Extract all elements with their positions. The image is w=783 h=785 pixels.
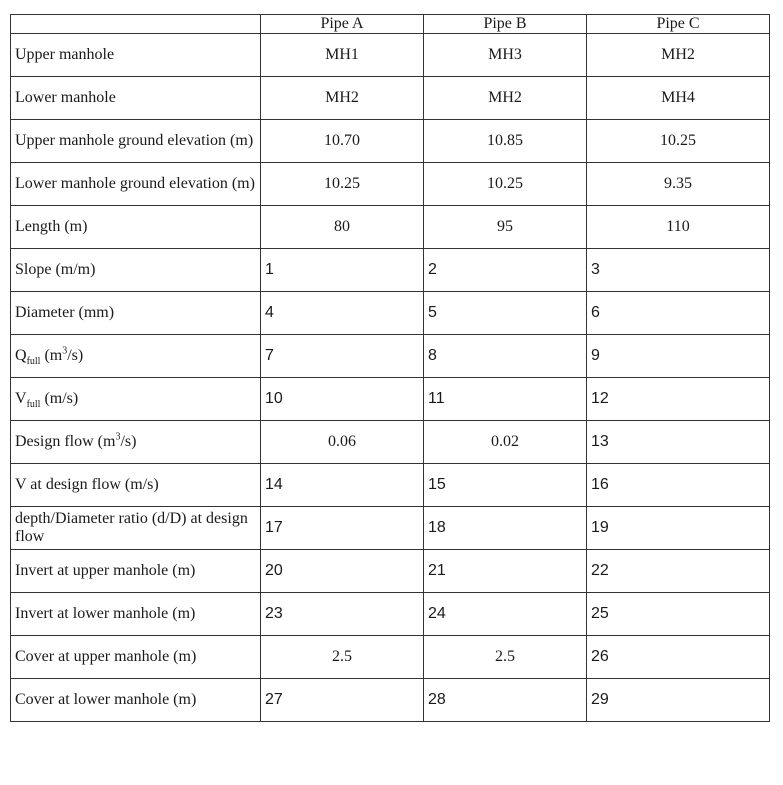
table-row xyxy=(11,249,770,292)
cell-qfull-b: 8 xyxy=(424,335,587,378)
row-label-vfull xyxy=(11,378,261,421)
row-label-slope: Slope (m/m) xyxy=(11,249,261,292)
table-row xyxy=(11,163,770,206)
cell-upper-manhole-b: MH3 xyxy=(424,34,587,77)
design-flow-pre: Design flow (m xyxy=(15,433,116,450)
table-row xyxy=(11,636,770,679)
cell-upper-ground-b: 10.85 xyxy=(424,120,587,163)
row-label-lower-manhole: Lower manhole xyxy=(11,77,261,120)
table-header-row xyxy=(11,15,770,34)
cell-invert-upper-b: 21 xyxy=(424,550,587,593)
table-row xyxy=(11,335,770,378)
cell-length-b: 95 xyxy=(424,206,587,249)
cell-slope-a: 1 xyxy=(261,249,424,292)
cell-invert-lower-b: 24 xyxy=(424,593,587,636)
cell-lower-ground-c: 9.35 xyxy=(587,163,770,206)
table-row xyxy=(11,378,770,421)
header-pipe-b: Pipe B xyxy=(424,15,587,34)
cell-v-design-a: 14 xyxy=(261,464,424,507)
cell-cover-lower-c: 29 xyxy=(587,679,770,722)
cell-design-flow-b: 0.02 xyxy=(424,421,587,464)
cell-lower-manhole-b: MH2 xyxy=(424,77,587,120)
table-row xyxy=(11,77,770,120)
row-label-cover-upper: Cover at upper manhole (m) xyxy=(11,636,261,679)
design-flow-post: /s) xyxy=(120,433,137,450)
cell-length-c: 110 xyxy=(587,206,770,249)
cell-diameter-a: 4 xyxy=(261,292,424,335)
row-label-lower-ground: Lower manhole ground elevation (m) xyxy=(11,163,261,206)
vfull-unit: (m/s) xyxy=(40,390,79,407)
cell-invert-lower-a: 23 xyxy=(261,593,424,636)
row-label-qfull xyxy=(11,335,261,378)
cell-length-a: 80 xyxy=(261,206,424,249)
header-pipe-c: Pipe C xyxy=(587,15,770,34)
table-row xyxy=(11,593,770,636)
row-label-upper-manhole: Upper manhole xyxy=(11,34,261,77)
row-label-upper-ground: Upper manhole ground elevation (m) xyxy=(11,120,261,163)
qfull-unit-pre: (m xyxy=(40,347,63,364)
cell-invert-lower-c: 25 xyxy=(587,593,770,636)
cell-lower-manhole-a: MH2 xyxy=(261,77,424,120)
cell-slope-b: 2 xyxy=(424,249,587,292)
cell-qfull-a: 7 xyxy=(261,335,424,378)
cell-design-flow-a: 0.06 xyxy=(261,421,424,464)
cell-cover-lower-b: 28 xyxy=(424,679,587,722)
pipe-design-table xyxy=(10,14,770,722)
design-flow-sup: 3 xyxy=(115,431,121,443)
vfull-sub: full xyxy=(26,399,41,411)
cell-diameter-c: 6 xyxy=(587,292,770,335)
row-label-v-design: V at design flow (m/s) xyxy=(11,464,261,507)
row-label-cover-lower: Cover at lower manhole (m) xyxy=(11,679,261,722)
table-row xyxy=(11,421,770,464)
cell-vfull-b: 11 xyxy=(424,378,587,421)
cell-diameter-b: 5 xyxy=(424,292,587,335)
table-row xyxy=(11,679,770,722)
cell-v-design-c: 16 xyxy=(587,464,770,507)
cell-cover-upper-c: 26 xyxy=(587,636,770,679)
header-pipe-a: Pipe A xyxy=(261,15,424,34)
qfull-sub: full xyxy=(26,356,41,368)
cell-v-design-b: 15 xyxy=(424,464,587,507)
cell-lower-manhole-c: MH4 xyxy=(587,77,770,120)
row-label-invert-upper: Invert at upper manhole (m) xyxy=(11,550,261,593)
row-label-design-flow xyxy=(11,421,261,464)
table-row xyxy=(11,550,770,593)
cell-upper-manhole-a: MH1 xyxy=(261,34,424,77)
cell-upper-manhole-c: MH2 xyxy=(587,34,770,77)
cell-vfull-a: 10 xyxy=(261,378,424,421)
table-row xyxy=(11,206,770,249)
row-label-diameter: Diameter (mm) xyxy=(11,292,261,335)
cell-cover-upper-a: 2.5 xyxy=(261,636,424,679)
table-row xyxy=(11,507,770,550)
header-blank-cell xyxy=(11,15,261,34)
cell-d-over-d-c: 19 xyxy=(587,507,770,550)
cell-cover-lower-a: 27 xyxy=(261,679,424,722)
qfull-main: Q xyxy=(15,347,27,364)
cell-qfull-c: 9 xyxy=(587,335,770,378)
row-label-length: Length (m) xyxy=(11,206,261,249)
cell-lower-ground-a: 10.25 xyxy=(261,163,424,206)
qfull-sup: 3 xyxy=(62,345,68,357)
cell-upper-ground-c: 10.25 xyxy=(587,120,770,163)
table-row xyxy=(11,34,770,77)
table-row xyxy=(11,464,770,507)
cell-cover-upper-b: 2.5 xyxy=(424,636,587,679)
cell-slope-c: 3 xyxy=(587,249,770,292)
row-label-invert-lower: Invert at lower manhole (m) xyxy=(11,593,261,636)
cell-invert-upper-a: 20 xyxy=(261,550,424,593)
cell-invert-upper-c: 22 xyxy=(587,550,770,593)
table-row xyxy=(11,120,770,163)
cell-d-over-d-b: 18 xyxy=(424,507,587,550)
cell-upper-ground-a: 10.70 xyxy=(261,120,424,163)
cell-design-flow-c: 13 xyxy=(587,421,770,464)
table-row xyxy=(11,292,770,335)
pipe-design-sheet xyxy=(10,14,769,722)
cell-d-over-d-a: 17 xyxy=(261,507,424,550)
vfull-main: V xyxy=(15,390,27,407)
row-label-d-over-d: depth/Diameter ratio (d/D) at design flow xyxy=(11,507,261,550)
cell-vfull-c: 12 xyxy=(587,378,770,421)
cell-lower-ground-b: 10.25 xyxy=(424,163,587,206)
qfull-unit-post: /s) xyxy=(67,347,84,364)
